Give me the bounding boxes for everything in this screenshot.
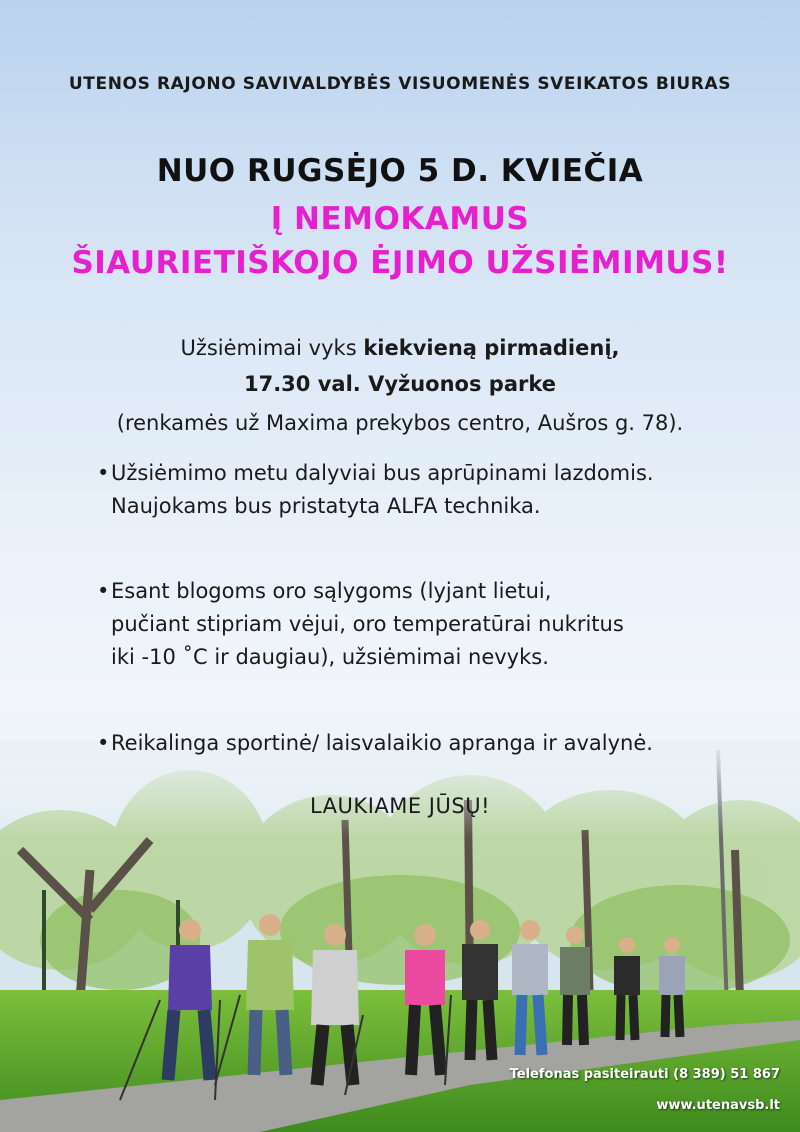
headline-date: NUO RUGSĖJO 5 D. KVIEČIA <box>156 153 644 189</box>
info-bullet-equipment <box>97 457 737 523</box>
bullet-dot: • <box>97 579 110 603</box>
bullet-dot: • <box>97 461 110 485</box>
schedule-intro-regular: Užsiėmimai vyks <box>180 336 364 360</box>
schedule-time-place: 17.30 val. Vyžuonos parke <box>243 372 557 396</box>
info-bullet-clothing <box>97 727 737 760</box>
meeting-point: (renkamės už Maxima prekybos centro, Aušros g. 78). <box>116 411 684 435</box>
closing-invitation: LAUKIAME JŪSŲ! <box>310 794 490 818</box>
bullet-line: Užsiėmimo metu dalyviai bus aprūpinami lazdomis. <box>111 461 654 485</box>
headline-free: Į NEMOKAMUS <box>270 201 530 237</box>
bullet-line: Reikalinga sportinė/ laisvalaikio apranga ir avalynė. <box>111 731 653 755</box>
website-link[interactable]: www.utenavsb.lt <box>656 1098 780 1113</box>
schedule-day: kiekvieną pirmadienį, <box>363 336 620 360</box>
contact-phone: Telefonas pasiteirauti (8 389) 51 867 <box>509 1067 780 1082</box>
organization-name: UTENOS RAJONO SAVIVALDYBĖS VISUOMENĖS SVEIKATOS BIURAS <box>68 74 732 94</box>
schedule-intro <box>0 336 800 360</box>
headline-activity: ŠIAURIETIŠKOJO ĖJIMO UŽSIĖMIMUS! <box>71 245 729 281</box>
bullet-line: pučiant stipriam vėjui, oro temperatūrai nukritus <box>111 612 624 636</box>
bullet-dot: • <box>97 731 110 755</box>
bullet-line: Esant blogoms oro sąlygoms (lyjant lietui, <box>111 579 552 603</box>
bullet-line: iki -10 ˚C ir daugiau), užsiėmimai nevyks. <box>111 645 549 669</box>
info-bullet-weather <box>97 575 737 674</box>
bullet-line: Naujokams bus pristatyta ALFA technika. <box>111 494 541 518</box>
